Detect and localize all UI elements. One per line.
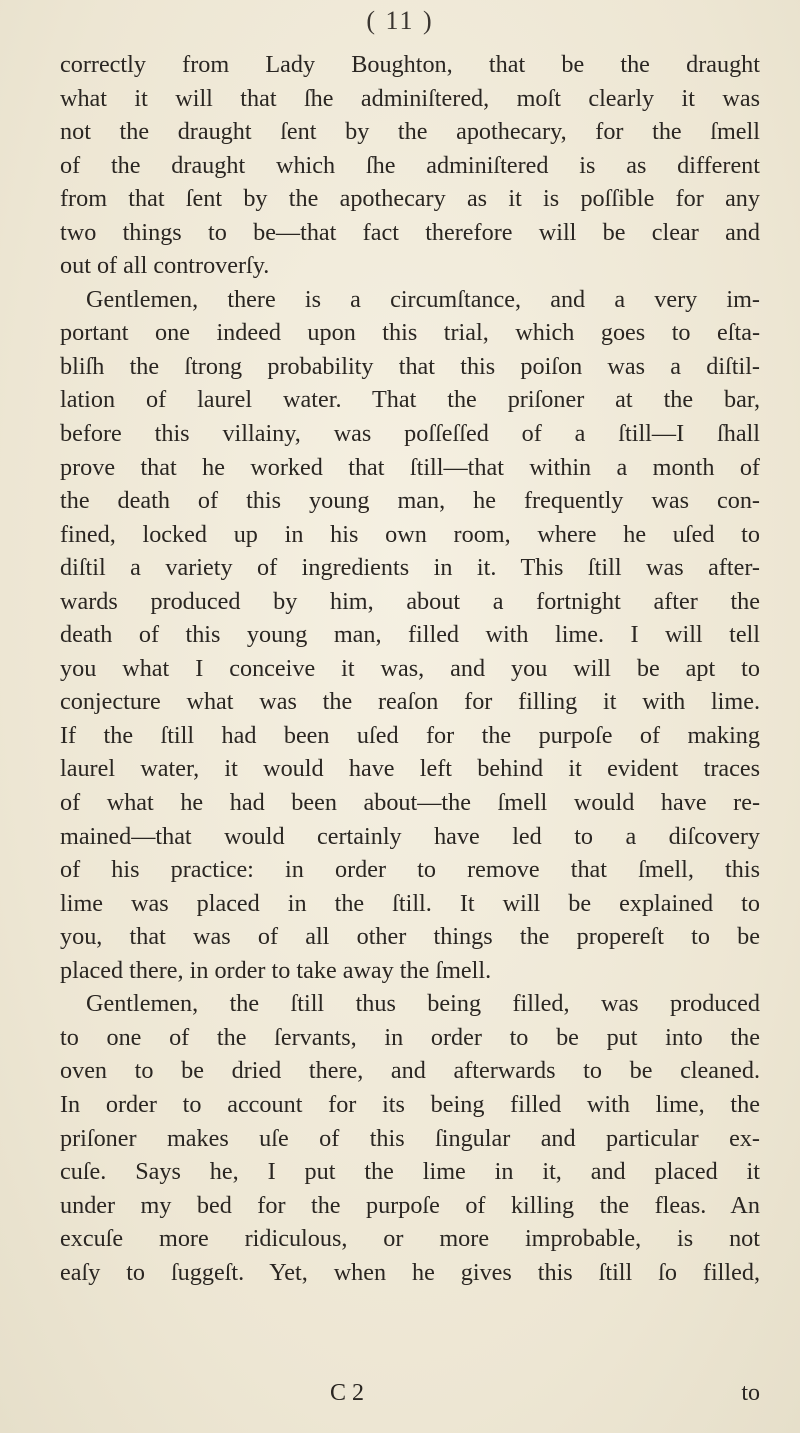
text-line: correctly from Lady Boughton, that be the draught xyxy=(60,51,760,78)
catchword: to xyxy=(741,1380,760,1406)
text-line: you, that was of all other things the propereſt to be xyxy=(60,923,760,951)
text-line: out of all controverſy. xyxy=(60,252,270,280)
text-line: excuſe more ridiculous, or more improbable, is not xyxy=(60,1225,760,1253)
page-number: ( 11 ) xyxy=(366,6,434,35)
text-line: Gentlemen, there is a circumſtance, and a very im- xyxy=(86,285,760,313)
text-line: death of this young man, filled with lime. I will tell xyxy=(60,621,760,649)
text-line: eaſy to ſuggeſt. Yet, when he gives this ſtill ſo filled, xyxy=(60,1258,760,1286)
text-line: from that ſent by the apothecary as it is poſſible for any xyxy=(60,185,760,213)
text-line: wards produced by him, about a fortnight after the xyxy=(60,587,760,615)
text-line: bliſh the ſtrong probability that this poiſon was a diſtil- xyxy=(60,352,760,380)
text-line: the death of this young man, he frequently was con- xyxy=(60,487,760,515)
signature-mark: C 2 xyxy=(330,1380,365,1406)
page-footer xyxy=(60,1380,760,1414)
text-line: diſtil a variety of ingredients in it. This ſtill was after- xyxy=(60,554,760,582)
text-line: under my bed for the purpoſe of killing the fleas. An xyxy=(60,1191,760,1219)
text-line: In order to account for its being filled with lime, the xyxy=(60,1090,760,1118)
text-line: Gentlemen, the ſtill thus being filled, was produced xyxy=(86,990,760,1018)
text-line: lime was placed in the ſtill. It will be explained to xyxy=(60,889,760,917)
text-line: of the draught which ſhe adminiſtered is as different xyxy=(60,151,760,179)
text-line: of what he had been about—the ſmell would have re- xyxy=(60,789,760,817)
text-line: before this villainy, was poſſeſſed of a ſtill—I ſhall xyxy=(60,420,760,448)
text-line: prove that he worked that ſtill—that within a month of xyxy=(60,453,760,481)
text-line: lation of laurel water. That the priſoner at the bar, xyxy=(60,386,760,414)
text-line: two things to be—that fact therefore will be clear and xyxy=(60,218,760,246)
body-text xyxy=(60,48,760,1289)
text-line: fined, locked up in his own room, where he uſed to xyxy=(60,520,760,548)
text-line: laurel water, it would have left behind it evident traces xyxy=(60,755,760,783)
text-line: of his practice: in order to remove that ſmell, this xyxy=(60,856,760,884)
text-line: conjecture what was the reaſon for filling it with lime. xyxy=(60,688,760,716)
text-line: not the draught ſent by the apothecary, for the ſmell xyxy=(60,118,760,146)
text-line: you what I conceive it was, and you will be apt to xyxy=(60,654,760,682)
text-line: priſoner makes uſe of this ſingular and particular ex- xyxy=(60,1124,760,1152)
text-line: oven to be dried there, and afterwards to be cleaned. xyxy=(60,1057,760,1085)
text-line: placed there, in order to take away the ſmell. xyxy=(60,956,492,984)
text-line: to one of the ſervants, in order to be put into the xyxy=(60,1023,760,1051)
text-line: portant one indeed upon this trial, which goes to eſta- xyxy=(60,319,760,347)
text-line: If the ſtill had been uſed for the purpoſe of making xyxy=(60,721,760,749)
text-line: what it will that ſhe adminiſtered, moſt clearly it was xyxy=(60,84,760,112)
text-line: cuſe. Says he, I put the lime in it, and placed it xyxy=(60,1158,760,1186)
text-line: mained—that would certainly have led to a diſcovery xyxy=(60,822,760,850)
